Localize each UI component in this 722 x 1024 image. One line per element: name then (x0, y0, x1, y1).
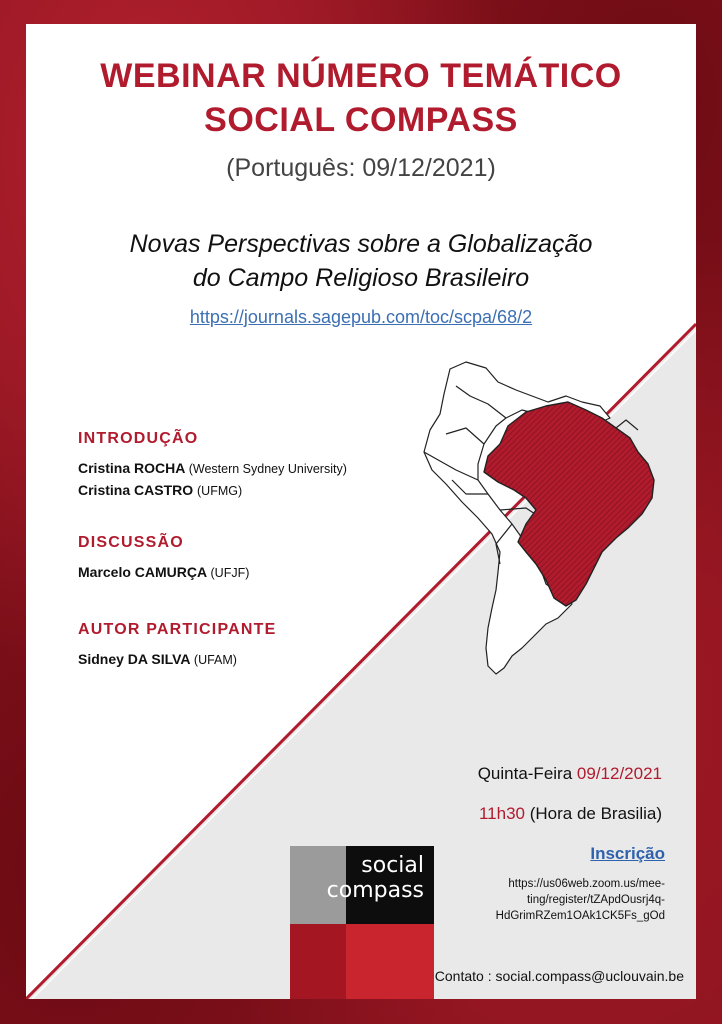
registration-url-line2: ting/register/tZApdOusrj4q- (526, 894, 665, 906)
discussion-heading: DISCUSSÃO (78, 534, 184, 551)
registration-url-line3: HdGrimRZem1OAk1CK5Fs_gOd (495, 910, 665, 922)
person-affiliation: (Western Sydney University) (188, 462, 347, 476)
person-affiliation: (UFAM) (193, 653, 237, 667)
registration-link[interactable]: Inscrição (590, 844, 665, 863)
intro-person-2 (78, 482, 242, 498)
person-name: Sidney DA SILVA (78, 651, 191, 667)
person-name: Marcelo CAMURÇA (78, 564, 207, 580)
poster-panel (26, 24, 696, 999)
event-time: 11h30 (478, 804, 525, 823)
logo-word-compass: compass (326, 878, 424, 903)
contact-email[interactable]: Contato : social.compass@uclouvain.be (434, 968, 684, 984)
author-person-1 (78, 651, 237, 667)
event-date-line (478, 764, 662, 784)
person-affiliation: (UFMG) (197, 484, 243, 498)
social-compass-logo (290, 846, 434, 999)
discussion-person-1 (78, 564, 249, 580)
intro-person-1 (78, 460, 347, 476)
event-date: 09/12/2021 (576, 764, 662, 783)
event-timezone: (Hora de Brasilia) (529, 804, 662, 823)
event-time-line (479, 804, 662, 824)
theme-line1: Novas Perspectivas sobre a Globalização (129, 230, 593, 258)
registration-url[interactable] (465, 876, 665, 924)
theme-line2: do Campo Religioso Brasileiro (192, 264, 530, 292)
intro-heading: INTRODUÇÃO (78, 430, 199, 447)
registration-url-line1: https://us06web.zoom.us/mee- (508, 878, 665, 890)
event-day: Quinta-Feira (477, 764, 573, 783)
language-date-subtitle: (Português: 09/12/2021) (226, 154, 496, 182)
logo-word-social: social (361, 853, 424, 878)
person-name: Cristina ROCHA (78, 460, 185, 476)
person-affiliation: (UFJF) (210, 566, 250, 580)
journal-link[interactable]: https://journals.sagepub.com/toc/scpa/68/2 (189, 307, 533, 327)
author-heading: AUTOR PARTICIPANTE (78, 621, 277, 638)
person-name: Cristina CASTRO (78, 482, 194, 498)
title-line1: WEBINAR NÚMERO TEMÁTICO (100, 57, 622, 95)
title-line2: SOCIAL COMPASS (204, 101, 518, 139)
